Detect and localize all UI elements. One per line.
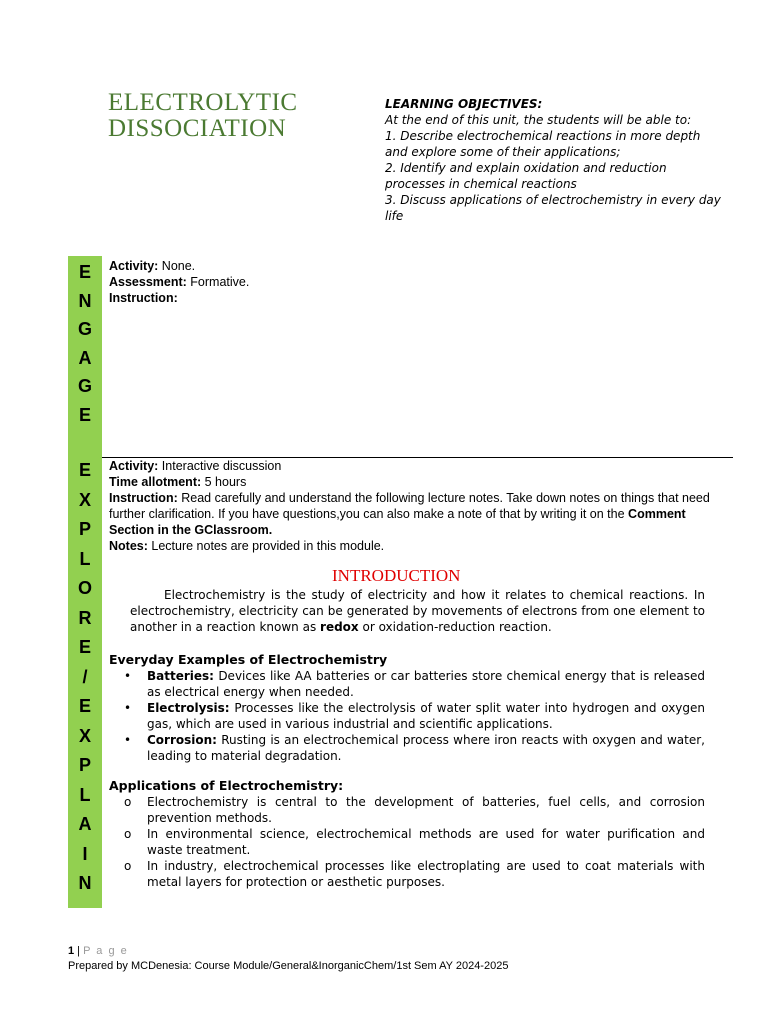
list-item	[109, 732, 705, 764]
sidebar-letter: A	[78, 347, 92, 368]
title-line-1: ELECTROLYTIC	[108, 89, 298, 116]
sidebar-letter: N	[78, 873, 92, 893]
field-label: Activity:	[109, 459, 159, 473]
sidebar-letter: A	[78, 814, 92, 834]
field-value: Read carefully and understand the following lecture notes. Take down notes on things that need further clarification. If you have questions,you can also make a note of that by writing it on the	[109, 491, 710, 521]
item-text: Electrochemistry is central to the development of batteries, fuel cells, and corrosion prevention methods.	[147, 795, 705, 825]
list-item	[109, 700, 705, 732]
engage-assessment	[109, 274, 709, 290]
explore-activity	[109, 458, 717, 474]
introduction-heading: INTRODUCTION	[332, 566, 461, 585]
bullet-marker: o	[124, 795, 132, 809]
field-value: Formative.	[186, 275, 250, 289]
sidebar-letter: L	[79, 784, 91, 805]
field-label: Notes:	[109, 539, 148, 553]
phase-sidebar	[68, 256, 102, 908]
field-label: Instruction:	[109, 291, 178, 305]
item-text: Devices like AA batteries or car batteries store chemical energy that is released as electrical energy when needed.	[147, 669, 705, 699]
sidebar-letter: E	[78, 460, 91, 480]
explore-section	[109, 458, 717, 554]
explore-instruction	[109, 490, 717, 538]
objectives-line: 1. Describe electrochemical reactions in more depth	[385, 129, 701, 143]
sidebar-explore-letters	[68, 456, 102, 899]
item-term: Batteries:	[147, 669, 214, 683]
sidebar-letter: E	[78, 696, 91, 716]
item-term: Corrosion:	[147, 733, 217, 747]
list-item	[109, 858, 705, 890]
objectives-line: 3. Discuss applications of electrochemistry in every day	[385, 193, 721, 207]
field-value: 5 hours	[201, 475, 247, 489]
sidebar-letter: L	[79, 548, 91, 569]
objectives-line: and explore some of their applications;	[385, 145, 621, 159]
sidebar-letter: X	[78, 489, 91, 510]
sidebar-letter: E	[78, 637, 91, 657]
list-item	[109, 794, 705, 826]
explore-time	[109, 474, 717, 490]
sidebar-letter: R	[78, 607, 92, 628]
bullet-marker: •	[124, 733, 132, 747]
engage-section	[109, 258, 709, 306]
intro-text: Electrochemistry is the study of electricity and how it relates to chemical reactions. In electrochemistry, electricity can be generated by movements of electrons from one element to another in a reaction known as	[130, 588, 705, 634]
objectives-line: life	[385, 209, 404, 223]
item-text: In environmental science, electrochemical methods are used for water purification and waste treatment.	[147, 827, 705, 857]
intro-bold-term: redox	[320, 620, 359, 634]
sidebar-engage-letters	[68, 258, 102, 429]
prepared-by: Prepared by MCDenesia: Course Module/General&InorganicChem/1st Sem AY 2024-2025	[68, 960, 509, 972]
sidebar-letter: G	[77, 319, 92, 339]
title-line-2: DISSOCIATION	[108, 115, 287, 142]
page-footer	[68, 944, 508, 974]
sidebar-letter: E	[78, 262, 91, 282]
objectives-heading: LEARNING OBJECTIVES:	[385, 97, 543, 111]
field-label: Activity:	[109, 259, 159, 273]
item-text: In industry, electrochemical processes like electroplating are used to coat materials with metal layers for protection or aesthetic purposes.	[147, 859, 705, 889]
objectives-line: At the end of this unit, the students will be able to:	[385, 113, 692, 127]
field-label: Instruction:	[109, 491, 178, 505]
learning-objectives	[385, 96, 725, 224]
page-number: 1	[68, 945, 75, 957]
page-number-line	[68, 944, 508, 959]
sidebar-letter: /	[82, 666, 88, 687]
applications-list	[109, 794, 705, 890]
sidebar-letter: O	[77, 578, 92, 598]
engage-activity	[109, 258, 709, 274]
field-value: Interactive discussion	[158, 459, 282, 473]
item-text: Rusting is an electrochemical process where iron reacts with oxygen and water, leading to material degradation.	[147, 733, 705, 763]
sidebar-letter: X	[78, 725, 91, 746]
everyday-heading: Everyday Examples of Electrochemistry	[109, 652, 388, 667]
document-title	[108, 90, 348, 142]
sidebar-letter: P	[78, 755, 91, 775]
engage-instruction	[109, 290, 709, 306]
bullet-marker: o	[124, 827, 132, 841]
sidebar-letter: P	[78, 519, 91, 539]
field-label: Time allotment:	[109, 475, 202, 489]
sidebar-letter: G	[77, 376, 92, 396]
list-item	[109, 826, 705, 858]
applications-heading: Applications of Electrochemistry:	[109, 778, 344, 793]
field-value: Lecture notes are provided in this module.	[147, 539, 385, 553]
page-word: P a g e	[83, 945, 129, 957]
field-value: None.	[158, 259, 196, 273]
intro-text: or oxidation-reduction reaction.	[358, 620, 552, 634]
sidebar-letter: E	[78, 404, 91, 425]
bullet-marker: •	[124, 701, 132, 715]
introduction-paragraph	[130, 587, 705, 635]
item-text: Processes like the electrolysis of water split water into hydrogen and oxygen gas, which are used in various industrial and scientific applications.	[147, 701, 705, 731]
explore-notes	[109, 538, 717, 554]
sidebar-letter: N	[78, 290, 92, 311]
objectives-line: 2. Identify and explain oxidation and reduction	[385, 161, 667, 175]
page-separator: |	[74, 945, 84, 957]
everyday-list	[109, 668, 705, 764]
field-value-bold: Comment Section in the GClassroom.	[109, 507, 686, 537]
sidebar-letter: I	[82, 843, 88, 864]
bullet-marker: o	[124, 859, 132, 873]
field-label: Assessment:	[109, 275, 187, 289]
list-item	[109, 668, 705, 700]
bullet-marker: •	[124, 669, 132, 683]
item-term: Electrolysis:	[147, 701, 230, 715]
objectives-line: processes in chemical reactions	[385, 177, 577, 191]
